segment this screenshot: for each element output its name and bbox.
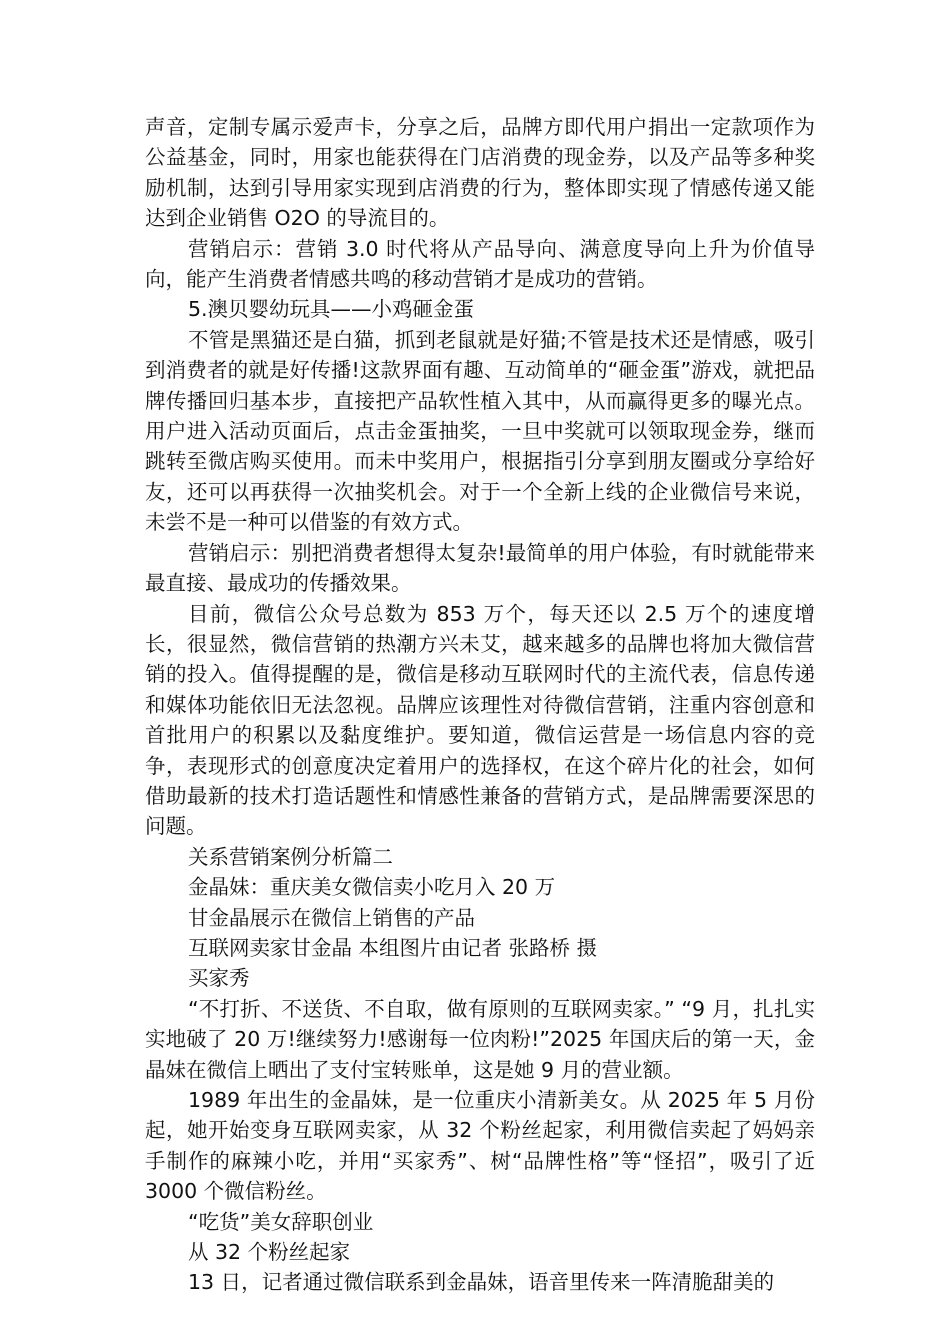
paragraph: 目前，微信公众号总数为 853 万个，每天还以 2.5 万个的速度增长，很显然，微信营销的热潮方兴未艾，越来越多的品牌也将加大微信营销的投入。值得提醒的是，微信是移动互联网时代的主流代表，信息传递和媒体功能依旧无法忽视。品牌应该理性对待微信营销，注重内容创意和首批用户的积累以及黏度维护。要知道，微信运营是一场信息内容的竞争，表现形式的创意度决定着用户的选择权，在这个碎片化的社会，如何借助最新的技术打造话题性和情感性兼备的营销方式，是品牌需要深思的问题。: [145, 601, 815, 839]
section-heading: “吃货”美女辞职创业: [188, 1209, 374, 1234]
section-heading: 5.澳贝婴幼玩具——小鸡砸金蛋: [188, 297, 475, 322]
section-heading: 买家秀: [188, 966, 250, 991]
paragraph: 13 日，记者通过微信联系到金晶妹，语音里传来一阵清脆甜美的: [188, 1270, 775, 1295]
paragraph: 声音，定制专属示爱声卡，分享之后，品牌方即代用户捐出一定款项作为公益基金，同时，用家也能获得在门店消费的现金券，以及产品等多种奖励机制，达到引导用家实现到店消费的行为，整体即实现了情感传递又能达到企业销售 O2O 的导流目的。: [145, 115, 815, 231]
paragraph: 营销启示：别把消费者想得太复杂!最简单的用户体验，有时就能带来最直接、最成功的传播效果。: [145, 540, 815, 596]
photo-caption: 甘金晶展示在微信上销售的产品: [188, 905, 475, 930]
photo-caption: 互联网卖家甘金晶 本组图片由记者 张路桥 摄: [188, 935, 598, 960]
document-body: [145, 112, 815, 1298]
paragraph: 不管是黑猫还是白猫，抓到老鼠就是好猫;不管是技术还是情感，吸引到消费者的就是好传播!这款界面有趣、互动简单的“砸金蛋”游戏，就把品牌传播回归基本步，直接把产品软性植入其中，从而赢得更多的曝光点。用户进入活动页面后，点击金蛋抽奖，一旦中奖就可以领取现金券，继而跳转至微店购买使用。而未中奖用户，根据指引分享到朋友圈或分享给好友，还可以再获得一次抽奖机会。对于一个全新上线的企业微信号来说，未尝不是一种可以借鉴的有效方式。: [145, 327, 815, 535]
section-heading: 从 32 个粉丝起家: [188, 1240, 351, 1265]
paragraph: 营销启示：营销 3.0 时代将从产品导向、满意度导向上升为价值导向，能产生消费者情感共鸣的移动营销才是成功的营销。: [145, 236, 815, 292]
paragraph: “不打折、不送货、不自取，做有原则的互联网卖家。” “9 月，扎扎实实地破了 20 万!继续努力!感谢每一位肉粉!”2025 年国庆后的第一天，金晶妹在微信上晒出了支付宝转账单，这是她 9 月的营业额。: [145, 996, 815, 1082]
paragraph: 1989 年出生的金晶妹，是一位重庆小清新美女。从 2025 年 5 月份起，她开始变身互联网卖家，从 32 个粉丝起家，利用微信卖起了妈妈亲手制作的麻辣小吃，并用“买家秀”、树“品牌性格”等“怪招”，吸引了近 3000 个微信粉丝。: [145, 1088, 815, 1204]
section-heading: 关系营销案例分析篇二: [188, 844, 393, 869]
article-title: 金晶妹：重庆美女微信卖小吃月入 20 万: [188, 875, 556, 900]
